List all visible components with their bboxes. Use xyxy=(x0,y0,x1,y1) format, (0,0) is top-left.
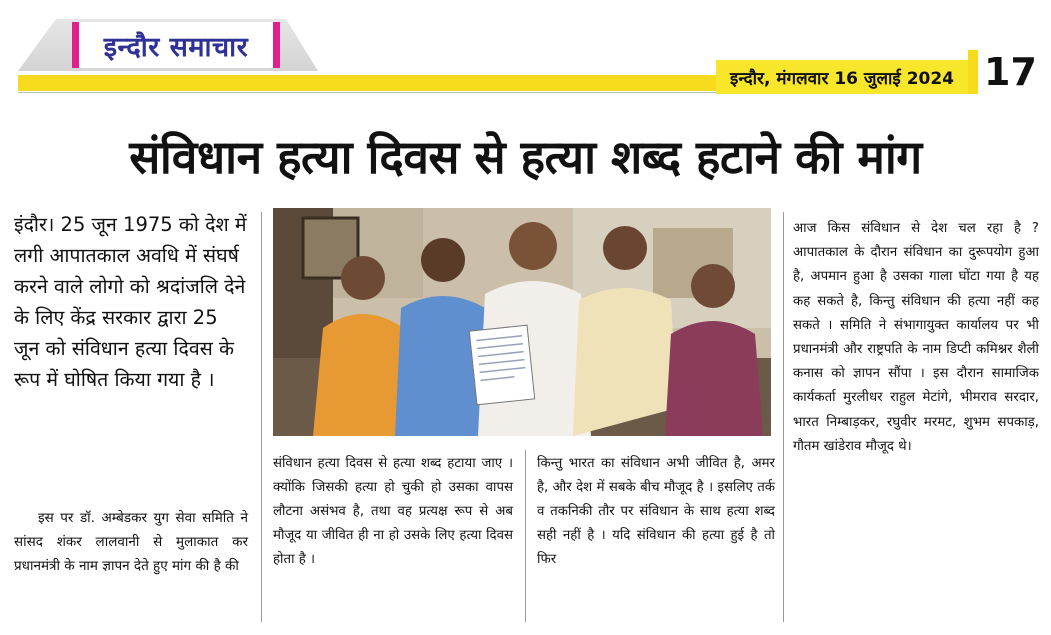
dateline-box xyxy=(716,60,968,94)
column-rule-3 xyxy=(783,212,784,622)
section-title: इन्दौर समाचार xyxy=(103,31,249,63)
lead-continued-paragraph xyxy=(14,506,248,578)
article-column-2 xyxy=(273,452,513,572)
article-column-3 xyxy=(537,452,775,572)
column-rule-1 xyxy=(261,212,262,622)
article-column-4 xyxy=(793,217,1039,459)
dateline: इन्दौर, मंगलवार 16 जुलाई 2024 xyxy=(729,68,955,89)
lead-paragraph xyxy=(14,209,248,395)
news-photo-illustration xyxy=(273,208,771,436)
news-photo xyxy=(273,208,771,436)
lead-continued-text: इस पर डॉ. अम्बेडकर युग सेवा समिति ने सांसद शंकर लालवानी से मुलाकात कर प्रधानमंत्री के नाम ज्ञापन देते हुए मांग की है की xyxy=(14,510,248,574)
column-rule-2 xyxy=(525,450,526,622)
column-2-text: संविधान हत्या दिवस से हत्या शब्द हटाया जाए । क्योंकि जिसकी हत्या हो चुकी हो उसका वापस लौटना असंभव है, तथा वह प्रत्यक्ष रूप से अब मौजूद या जीवित ही ना हो उसके लिए हत्या दिवस होता है । xyxy=(273,456,513,567)
page-number: 17 xyxy=(984,50,1037,94)
column-3-text: किन्तु भारत का संविधान अभी जीवित है, अमर है, और देश में सबके बीच मौजूद है । इसलिए तर्क व तकनिकी तौर पर संविधान के साथ हत्या शब्द सही नहीं है । यदि संविधान की हत्या हुई है तो फिर xyxy=(537,456,775,567)
page-marker xyxy=(968,50,978,94)
headline: संविधान हत्या दिवस से हत्या शब्द हटाने की मांग xyxy=(129,130,922,184)
lead-text: इंदौर। 25 जून 1975 को देश में लगी आपातकाल अवधि में संघर्ष करने वाले लोगो को श्रदांजलि देने के लिए केंद्र सरकार द्वारा 25 जून को संविधान हत्या दिवस के रूप में घोषित किया गया है । xyxy=(14,213,247,391)
column-4-text: आज किस संविधान से देश चल रहा है ? आपातकाल के दौरान संविधान का दुरूपयोग हुआ है, अपमान हुआ है उसका गाला घोंटा गया है यह कह सकते है, किन्तु संविधान की हत्या नहीं कह सकते । समिति ने संभागायुक्त कार्यालय पर भी प्रधानमंत्री और राष्ट्रपति के नाम डिप्टी कमिश्नर शैली कनास को ज्ञापन सौंपा । इस दौरान सामाजिक कार्यकर्ता मुरलीधर राहुल मेटांगे, भीमराव सरदार, भारत निम्बाड़कर, रघुवीर मरमट, शुभम सपकाड़, गौतम खांडेराव मौजूद थे। xyxy=(793,221,1039,454)
section-tab xyxy=(72,22,280,68)
masthead xyxy=(0,0,1051,108)
